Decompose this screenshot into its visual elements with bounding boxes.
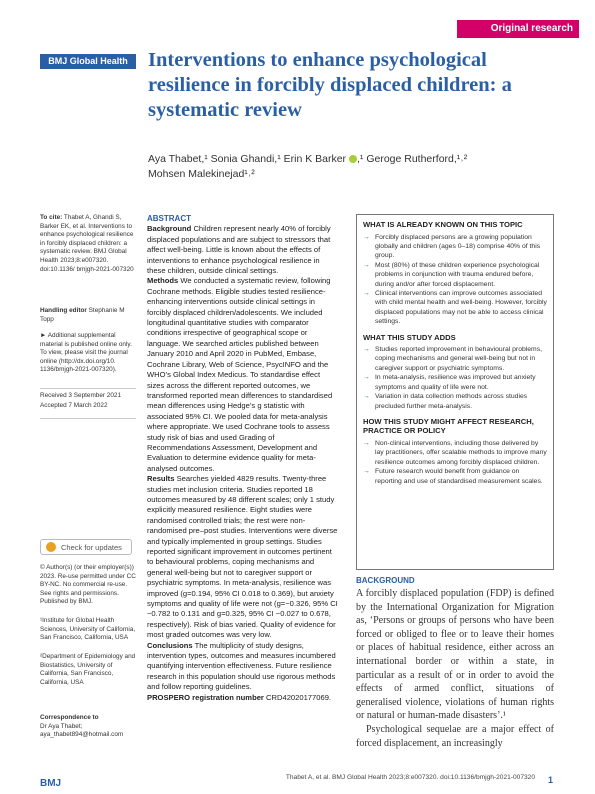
authors-line1: Aya Thabet,¹ Sonia Ghandi,¹ Erin K Barker <box>148 153 347 165</box>
cite-label: To cite: <box>40 214 63 221</box>
arrow-icon: → <box>363 289 370 297</box>
prospero-text: CRD42020177069. <box>266 692 332 702</box>
received-date: Received 3 September 2021 <box>40 392 122 399</box>
affect-heading: HOW THIS STUDY MIGHT AFFECT RESEARCH, PRACTICE OR POLICY <box>363 416 534 436</box>
methods-text: We conducted a systematic review, following Cochrane methods. Eligible studies tested resilience-enhancing interventions outside clinical settings in forcibly displaced children/adolescents. We included longitudinal quantitative studies with comparator conditions irrespective of geographical scope or language. We searched articles published between January 2010 and April 2020 in PubMed, Embase, Cochrane Library, Web of Science, PsycINFO and the WHO’s Global Index Medicus. To standardise effect sizes across the different reported outcomes, we transformed reported mean differences to standardised mean differences using Hedge’s g statistic with associated 95% CI. We pooled data for meta-analysis where appropriate. We used Cochrane tools to assess study risk of bias and used Grading of Recommendations Assessment, Development and Evaluation to determine evidence quality for meta-analysed outcomes. <box>147 276 333 473</box>
editor-block <box>40 307 136 324</box>
list-item: → Forcibly displaced persons are a growing population globally and children (ages 0–18) comprise 40% of this group. <box>363 233 541 260</box>
section-tag: Original research <box>457 20 579 38</box>
cite-block <box>40 214 136 274</box>
summary-box <box>356 214 554 570</box>
corr-label: Correspondence to <box>40 714 99 721</box>
divider <box>40 418 136 419</box>
conclusions-label: Conclusions <box>147 640 193 650</box>
arrow-icon: → <box>363 468 370 476</box>
cite-text: Thabet A, Ghandi S, Barker EK, et al. Interventions to enhance psychological resilience in forcibly displaced children: a systematic review. BMJ Global Health 2023;8:e007320. doi:10.1136/ bmjgh-2021-007320 <box>40 214 134 273</box>
correspondence-block <box>40 714 136 740</box>
refresh-badge-icon <box>46 542 56 552</box>
list-item: → In meta-analysis, resilience was improved but anxiety symptoms and quality of life were not. <box>363 374 536 391</box>
affect-list <box>363 439 547 486</box>
supplemental-note[interactable]: ► Additional supplemental material is published online only. To view, please visit the journal online (http://dx.doi.org/10. 1136/bmjgh-2021-007320). <box>40 332 132 374</box>
authors-line2: Mohsen Malekinejad¹˒² <box>148 168 255 180</box>
authors-line1b: ,¹ Geroge Rutherford,¹˒² <box>356 153 468 165</box>
methods-label: Methods <box>147 276 179 286</box>
check-updates-button[interactable] <box>40 539 132 555</box>
abstract-heading: ABSTRACT <box>147 214 191 223</box>
list-item: → Non-clinical interventions, including those delivered by lay practitioners, offer scalable methods to improve many resilience outcomes among forcibly displaced children. <box>363 439 547 466</box>
known-heading: WHAT IS ALREADY KNOWN ON THIS TOPIC <box>363 220 523 229</box>
arrow-icon: → <box>363 374 370 382</box>
check-updates-label: Check for updates <box>61 543 122 552</box>
arrow-icon: → <box>363 261 370 269</box>
prospero-label: PROSPERO registration number <box>147 692 264 702</box>
results-label: Results <box>147 474 175 484</box>
orcid-icon[interactable] <box>349 155 357 163</box>
list-item: → Variation in data collection methods across studies precluded further meta-analysis. <box>363 393 528 410</box>
accepted-date: Accepted 7 March 2022 <box>40 402 108 409</box>
footer-logo: BMJ <box>40 778 62 789</box>
conclusions-text: The multiplicity of study designs, intervention types, outcomes and measures incumbered quantifying intervention effectiveness. Future resilience research in this population should use rigorous methods and follow reporting guidelines. <box>147 640 336 692</box>
corr-email[interactable]: aya_thabet894@hotmail.com <box>40 731 124 739</box>
arrow-icon: → <box>363 439 370 447</box>
list-item: → Future research would benefit from guidance on reporting and use of standardised measurement scales. <box>363 468 543 485</box>
background-text: Children represent nearly 40% of forcibly displaced populations and are subject to stressors that affect well-being. Little is known about the effects of interventions to enhance psychological resilience in these children, outside clinical settings. <box>147 224 331 276</box>
results-text: Searches yielded 4829 results. Twenty-three studies met inclusion criteria. Studies reported 18 outcomes measured by 48 different scales; only 1 study explicitly measured resilience. Eight studies were randomised controlled trials; the rest were non-randomised pre–post studies. Interventions were diverse and typically implemented in group settings. Studies reported significant improvement in outcomes pertinent to behavioural problems, coping mechanisms and general well-being but not to caregiver support or psychiatric symptoms. In meta-analysis, resilience was improved (g=0.194, 95% CI 0.018 to 0.369), but anxiety symptoms and quality of life were not (g=−0.326, 95% CI −0.782 to 0.131 and g=0.325, 95% CI −0.027 to 0.678, respectively). Risk of bias varied. Quality of evidence for most graded outcomes was very low. <box>147 474 338 640</box>
divider <box>40 388 136 389</box>
copyright-note: © Author(s) (or their employer(s)) 2023. Re-use permitted under CC BY-NC. No commercial re-use. See rights and permissions. Published by BMJ. <box>40 564 136 606</box>
background-para-1: A forcibly displaced population (FDP) is defined by the International Organization for Migration as, ‘Persons or groups of persons who have been forced or obliged to flee or to leave their homes or places of habitual residence, either across an international border or within a state, in particular as a result of or in order to avoid the effects of armed conflict, situations of generalised violence, violations of human rights or natural or human-made disasters’.¹ <box>356 588 554 722</box>
background-para-2: Psychological sequelae are a major effect of forced displacement, an increasingly <box>356 723 554 749</box>
background-label: Background <box>147 224 192 234</box>
background-heading: BACKGROUND <box>356 576 415 585</box>
editor-text: Stephanie M Topp <box>40 307 125 323</box>
author-list <box>148 152 558 182</box>
arrow-icon: → <box>363 233 370 241</box>
page-number: 1 <box>547 775 553 785</box>
list-item: → Clinical interventions can improve outcomes associated with child mental health and well-being. However, forcibly displaced populations may not be able to access clinical settings. <box>363 289 547 326</box>
list-item: → Studies reported improvement in behavioural problems, coping mechanisms and general well-being but not in caregiver support or psychiatric symptoms. <box>363 346 542 372</box>
list-item: → Most (80%) of these children experience psychological problems in conjunction with trauma endured before, during and/or after forced displacement. <box>363 261 540 288</box>
affiliation-2: ²Department of Epidemiology and Biostatistics, University of California, San Francisco, California, USA <box>40 653 136 686</box>
arrow-icon: → <box>363 346 370 354</box>
affiliation-1: ¹Institute for Global Health Sciences, University of California, San Francisco, California, USA <box>40 617 136 642</box>
known-list <box>363 233 547 327</box>
abstract <box>147 214 339 703</box>
corr-name: Dr Aya Thabet; <box>40 722 83 730</box>
footer-citation: Thabet A, et al. BMJ Global Health 2023;8:e007320. doi:10.1136/bmjgh-2021-007320 <box>285 774 535 781</box>
adds-heading: WHAT THIS STUDY ADDS <box>363 332 456 342</box>
journal-logo: BMJ Global Health <box>40 54 136 69</box>
article-title: Interventions to enhance psychological resilience in forcibly displaced children: a systematic review <box>148 49 512 121</box>
adds-list <box>363 345 547 411</box>
background-body <box>356 587 554 750</box>
editor-label: Handling editor <box>40 307 87 314</box>
arrow-icon: → <box>363 393 370 401</box>
